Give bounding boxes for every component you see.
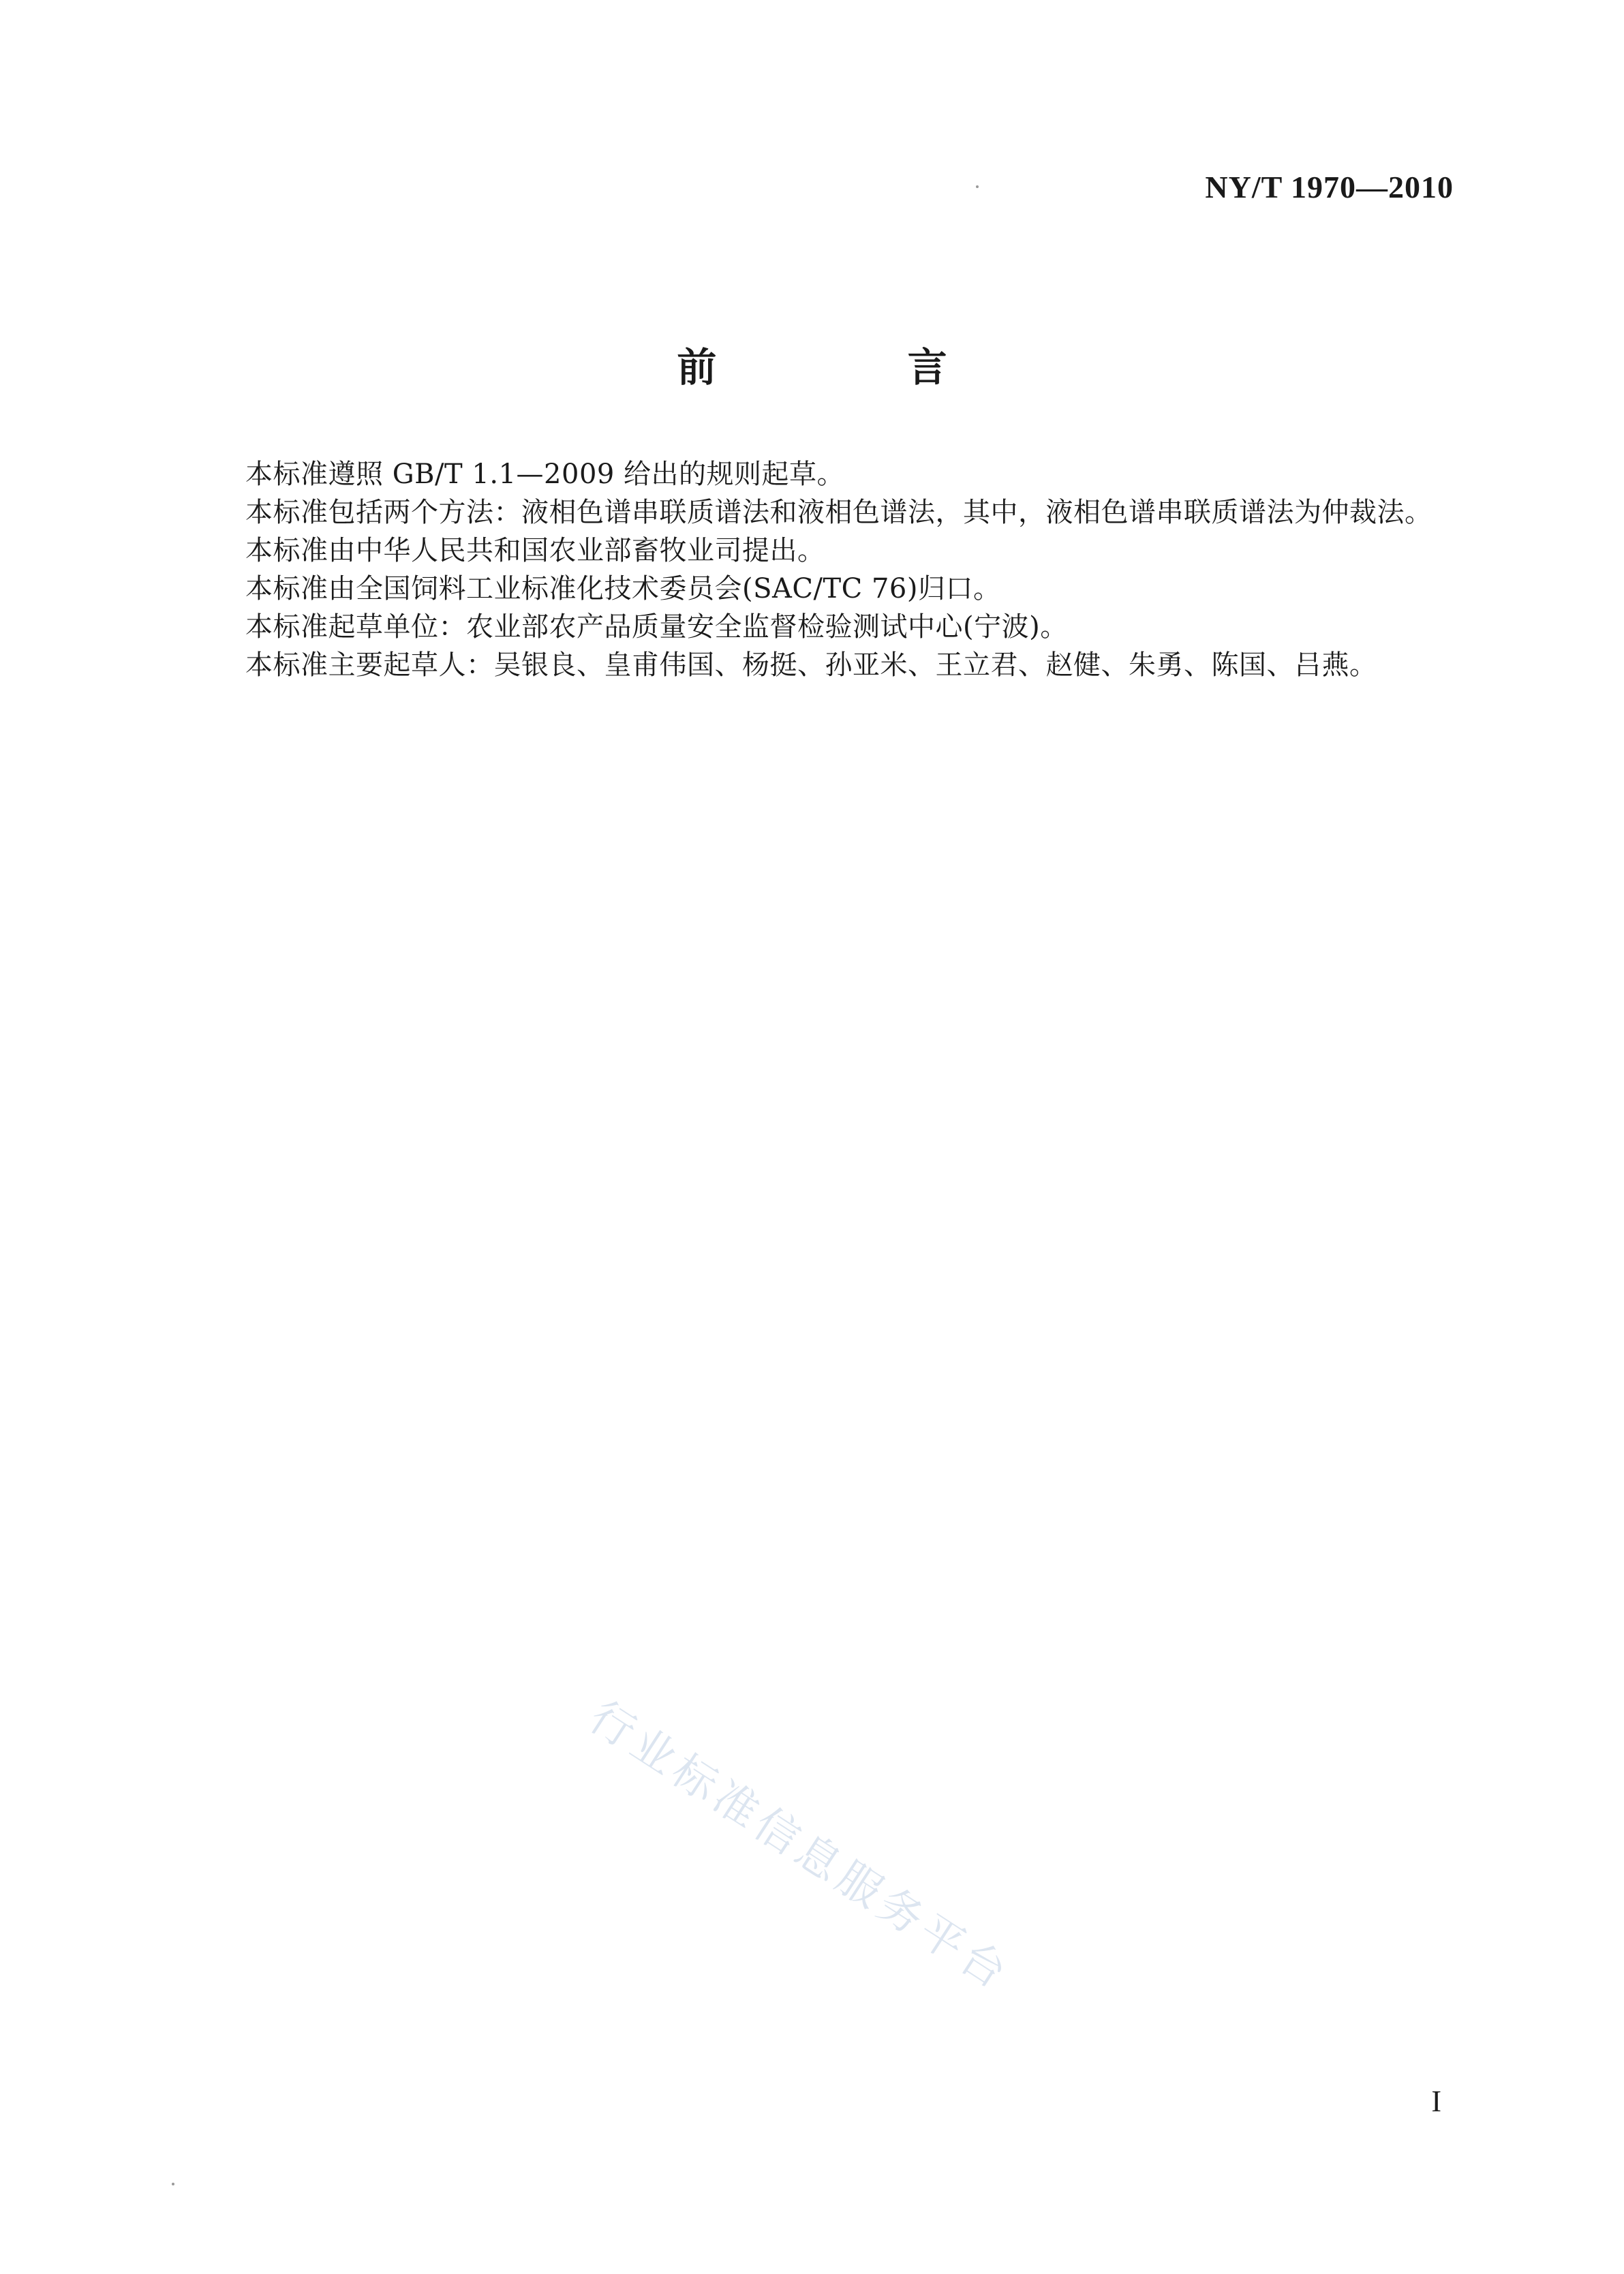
scan-speck xyxy=(172,2183,174,2185)
paragraph-drafting-rules: 本标准遵照 GB/T 1.1—2009 给出的规则起草。 xyxy=(245,459,845,490)
paragraph-committee: 本标准由全国饲料工业标准化技术委员会(SAC/TC 76)归口。 xyxy=(245,573,1001,604)
standard-number: NY/T 1970—2010 xyxy=(1205,170,1454,204)
scan-speck xyxy=(976,185,979,188)
paragraph-drafters: 本标准主要起草人：吴银良、皇甫伟国、杨挺、孙亚米、王立君、赵健、朱勇、陈国、吕燕。 xyxy=(245,649,1377,681)
paragraph-proposer: 本标准由中华人民共和国农业部畜牧业司提出。 xyxy=(245,535,825,566)
watermark-text: 行业标准信息服务平台 xyxy=(580,1691,1020,2001)
paragraph-drafting-unit: 本标准起草单位：农业部农产品质量安全监督检验测试中心(宁波)。 xyxy=(245,611,1068,643)
preface-body xyxy=(245,455,1454,684)
page-title: 前 言 xyxy=(677,344,1036,390)
page-number: I xyxy=(1431,2085,1441,2118)
paragraph-methods: 本标准包括两个方法：液相色谱串联质谱法和液相色谱法，其中，液相色谱串联质谱法为仲裁法。 xyxy=(245,497,1433,528)
